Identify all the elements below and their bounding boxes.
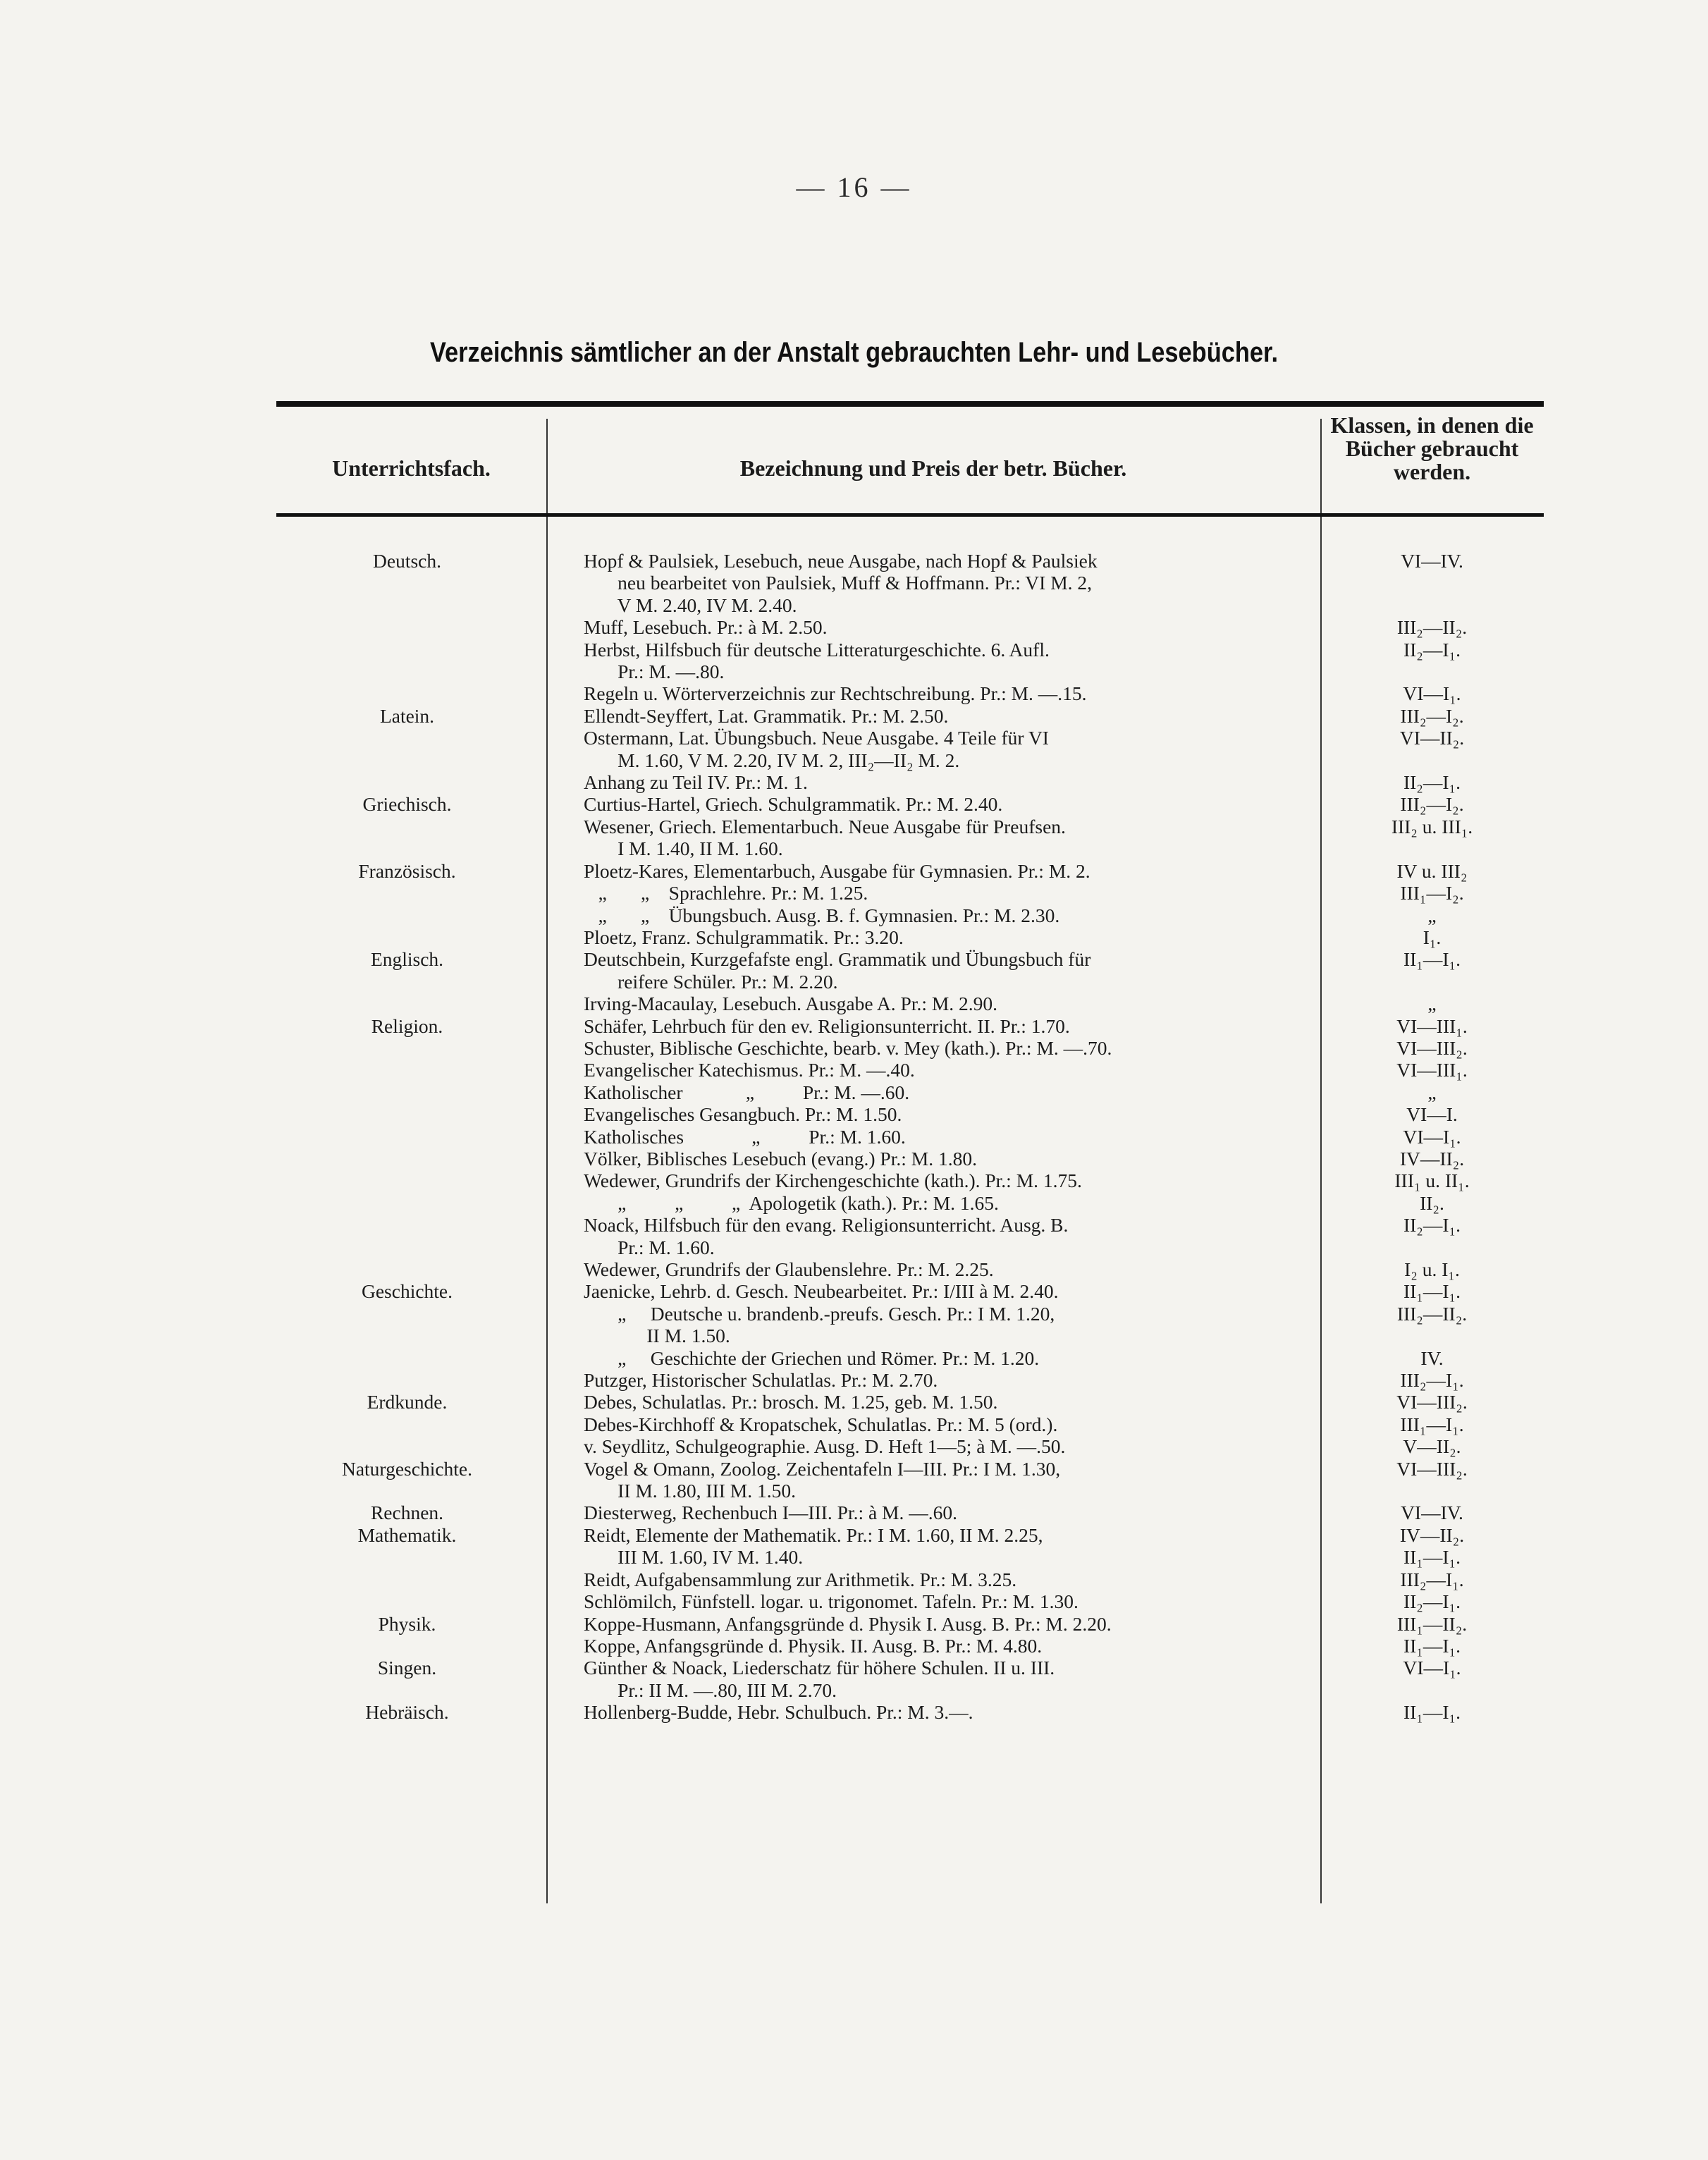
subject-cell <box>276 816 546 837</box>
book-cell: neu bearbeitet von Paulsiek, Muff & Hoffmann. Pr.: VI M. 2, <box>584 572 1093 594</box>
classes-cell: V—II₂. <box>1403 1435 1461 1458</box>
book-cell: Debes-Kirchhoff & Kropatschek, Schulatlas. Pr.: M. 5 (ord.). <box>584 1413 1058 1435</box>
subject-cell <box>276 727 546 749</box>
table-row <box>0 904 1708 926</box>
subject-cell <box>276 1081 546 1103</box>
classes-cell: IV—II₂. <box>1399 1147 1465 1170</box>
book-cell: Hollenberg-Budde, Hebr. Schulbuch. Pr.: M. 3.—. <box>584 1701 973 1724</box>
classes-cell: VI—III₁. <box>1396 1059 1468 1081</box>
classes-cell: III₁—II₂. <box>1396 1612 1468 1635</box>
book-cell: Schlömilch, Fünfstell. logar. u. trigonomet. Tafeln. Pr.: M. 1.30. <box>584 1590 1079 1613</box>
subject-cell <box>276 1435 546 1457</box>
table-row <box>0 1214 1708 1236</box>
subject-cell: Religion. <box>371 1014 443 1037</box>
table-row <box>0 572 1708 594</box>
classes-cell: III₂—I₂. <box>1400 793 1464 816</box>
book-cell: Wedewer, Grundrifs der Kirchengeschichte (kath.). Pr.: M. 1.75. <box>584 1170 1082 1192</box>
book-cell: Deutschbein, Kurzgefafste engl. Grammatik und Übungsbuch für <box>584 948 1091 971</box>
book-cell: Pr.: M. —.80. <box>584 661 725 683</box>
classes-cell: II₁—I₁. <box>1403 1280 1461 1303</box>
page-title: Verzeichnis sämtlicher an der Anstalt gebrauchten Lehr- und Lesebücher. <box>429 337 1279 368</box>
classes-cell <box>1320 594 1544 616</box>
book-cell: reifere Schüler. Pr.: M. 2.20. <box>584 970 838 993</box>
book-cell: Koppe, Anfangsgründe d. Physik. II. Ausg. B. Pr.: M. 4.80. <box>584 1634 1043 1657</box>
subject-cell <box>276 639 546 661</box>
table-row <box>0 993 1708 1014</box>
book-cell: II M. 1.80, III M. 1.50. <box>584 1480 796 1502</box>
classes-cell: II₂. <box>1420 1191 1444 1214</box>
page-number: — 16 — <box>796 171 912 203</box>
subject-cell <box>276 1590 546 1612</box>
book-cell: V M. 2.40, IV M. 2.40. <box>584 594 797 616</box>
table-row <box>0 971 1708 993</box>
classes-cell: III₂—I₁. <box>1400 1568 1464 1590</box>
subject-cell <box>276 1192 546 1214</box>
header-classes: Klassen, in denen die Bücher gebraucht werden. <box>1330 412 1534 484</box>
subject-cell <box>276 1569 546 1590</box>
classes-cell <box>1320 1679 1544 1701</box>
table-row <box>0 1258 1708 1280</box>
table-row <box>0 1590 1708 1612</box>
subject-cell: Rechnen. <box>370 1502 444 1524</box>
classes-cell: II₁—I₁. <box>1403 1701 1461 1724</box>
book-cell: „ Deutsche u. brandenb.-preufs. Gesch. Pr.: I M. 1.20, <box>584 1302 1055 1325</box>
classes-cell <box>1320 1325 1544 1346</box>
book-cell: Jaenicke, Lehrb. d. Gesch. Neubearbeitet. Pr.: I/III à M. 2.40. <box>584 1280 1059 1303</box>
book-cell: Irving-Macaulay, Lesebuch. Ausgabe A. Pr.: M. 2.90. <box>584 993 998 1015</box>
table-row <box>0 1103 1708 1125</box>
table-row <box>0 1126 1708 1148</box>
subject-cell <box>276 1546 546 1568</box>
table-row <box>0 948 1708 970</box>
book-cell: Regeln u. Wörterverzeichnis zur Rechtschreibung. Pr.: M. —.15. <box>584 682 1087 705</box>
book-cell: Pr.: M. 1.60. <box>584 1236 715 1258</box>
top-rule <box>276 401 1544 407</box>
book-cell: Schuster, Biblische Geschichte, bearb. v. Mey (kath.). Pr.: M. —.70. <box>584 1036 1112 1059</box>
subject-cell <box>276 1347 546 1369</box>
classes-cell: I₂ u. I₁. <box>1404 1258 1460 1280</box>
book-cell: Koppe-Husmann, Anfangsgründe d. Physik I. Ausg. B. Pr.: M. 2.20. <box>584 1612 1112 1635</box>
table-row <box>0 1391 1708 1413</box>
classes-cell: VI—I₁. <box>1403 1657 1461 1679</box>
table-row <box>0 550 1708 572</box>
book-cell: Ploetz-Kares, Elementarbuch, Ausgabe für Gymnasien. Pr.: M. 2. <box>584 859 1090 882</box>
table-row <box>0 594 1708 616</box>
table-row <box>0 749 1708 771</box>
book-cell: Noack, Hilfsbuch für den evang. Religionsunterricht. Ausg. B. <box>584 1214 1069 1237</box>
table-row <box>0 639 1708 661</box>
book-cell: II M. 1.50. <box>584 1325 730 1347</box>
classes-cell: IV. <box>1420 1346 1444 1369</box>
table-row <box>0 860 1708 882</box>
classes-cell: VI—III₂. <box>1396 1457 1468 1480</box>
classes-cell: III₂—II₂. <box>1396 616 1468 639</box>
classes-cell: II₁—I₁. <box>1403 948 1461 971</box>
book-cell: „ Geschichte der Griechen und Römer. Pr.: M. 1.20. <box>584 1346 1040 1369</box>
table-row <box>0 771 1708 793</box>
classes-cell: IV—II₂. <box>1399 1523 1465 1546</box>
table-row <box>0 1480 1708 1502</box>
table-row <box>0 1170 1708 1191</box>
classes-cell <box>1320 1480 1544 1502</box>
table-row <box>0 1569 1708 1590</box>
table-row <box>0 793 1708 815</box>
table-row <box>0 1325 1708 1346</box>
table-row <box>0 705 1708 727</box>
classes-cell: VI—II₂. <box>1399 727 1465 749</box>
subject-cell: Latein. <box>379 704 435 727</box>
subject-cell <box>276 1413 546 1435</box>
table-row <box>0 1237 1708 1258</box>
table-row <box>0 1148 1708 1170</box>
book-cell: Evangelisches Gesangbuch. Pr.: M. 1.50. <box>584 1103 902 1126</box>
book-cell: Anhang zu Teil IV. Pr.: M. 1. <box>584 771 808 794</box>
table-row <box>0 1524 1708 1546</box>
classes-cell: VI—III₁. <box>1396 1014 1468 1037</box>
book-cell: Diesterweg, Rechenbuch I—III. Pr.: à M. —.60. <box>584 1502 958 1524</box>
subject-cell <box>276 1480 546 1502</box>
classes-cell: II₂—I₁. <box>1403 771 1461 794</box>
book-cell: „ „ „ Apologetik (kath.). Pr.: M. 1.65. <box>584 1191 999 1214</box>
book-cell: Curtius-Hartel, Griech. Schulgrammatik. Pr.: M. 2.40. <box>584 793 1003 816</box>
classes-cell: VI—III₂. <box>1396 1036 1468 1059</box>
classes-cell: II₁—I₁. <box>1403 1546 1461 1569</box>
book-cell: Muff, Lesebuch. Pr.: à M. 2.50. <box>584 616 828 639</box>
subject-cell <box>276 749 546 771</box>
table-row <box>0 661 1708 682</box>
subject-cell <box>276 837 546 859</box>
table-row <box>0 837 1708 859</box>
table-row <box>0 1081 1708 1103</box>
subject-cell <box>276 1214 546 1236</box>
classes-cell: III₂—I₁. <box>1400 1369 1464 1392</box>
subject-cell <box>276 572 546 594</box>
book-cell: III M. 1.60, IV M. 1.40. <box>584 1546 804 1569</box>
book-cell: Reidt, Elemente der Mathematik. Pr.: I M. 1.60, II M. 2.25, <box>584 1523 1043 1546</box>
subject-cell <box>276 771 546 793</box>
classes-cell: III₂—I₂. <box>1400 704 1464 727</box>
classes-cell <box>1320 749 1544 771</box>
book-cell: M. 1.60, V M. 2.20, IV M. 2, III₂—II₂ M. 2. <box>584 749 960 771</box>
table-row <box>0 1635 1708 1657</box>
table-row <box>0 1546 1708 1568</box>
classes-cell: II₂—I₁. <box>1403 638 1461 661</box>
book-cell: Ploetz, Franz. Schulgrammatik. Pr.: 3.20. <box>584 926 904 948</box>
classes-cell: III₁—I₁. <box>1400 1413 1464 1435</box>
subject-cell <box>276 661 546 682</box>
header-books: Bezeichnung und Preis der betr. Bücher. <box>739 455 1127 481</box>
classes-cell <box>1320 971 1544 993</box>
classes-cell: VI—I₁. <box>1403 682 1461 705</box>
book-cell: Ostermann, Lat. Übungsbuch. Neue Ausgabe. 4 Teile für VI <box>584 727 1049 749</box>
classes-cell: III₁ u. II₁. <box>1394 1170 1470 1192</box>
book-cell: Völker, Biblisches Lesebuch (evang.) Pr.: M. 1.80. <box>584 1147 977 1170</box>
subject-cell <box>276 1635 546 1657</box>
subject-cell <box>276 1037 546 1059</box>
subject-cell: Englisch. <box>370 948 444 971</box>
subject-cell <box>276 594 546 616</box>
classes-cell: „ <box>1427 1081 1437 1103</box>
classes-cell <box>1320 572 1544 594</box>
table-row <box>0 1502 1708 1523</box>
book-cell: Herbst, Hilfsbuch für deutsche Litteraturgeschichte. 6. Aufl. <box>584 638 1050 661</box>
book-cell: „ „ Übungsbuch. Ausg. B. f. Gymnasien. Pr.: M. 2.30. <box>584 904 1060 926</box>
table-row <box>0 1037 1708 1059</box>
book-cell: Hopf & Paulsiek, Lesebuch, neue Ausgabe, nach Hopf & Paulsiek <box>584 550 1098 572</box>
table-row <box>0 1657 1708 1679</box>
book-cell: Vogel & Omann, Zoolog. Zeichentafeln I—III. Pr.: I M. 1.30, <box>584 1457 1061 1480</box>
table-row <box>0 1059 1708 1081</box>
book-cell: Ellendt-Seyffert, Lat. Grammatik. Pr.: M. 2.50. <box>584 704 949 727</box>
subject-cell <box>276 616 546 638</box>
subject-cell <box>276 1237 546 1258</box>
book-table <box>0 550 1708 1724</box>
classes-cell: VI—III₂. <box>1396 1391 1468 1413</box>
subject-cell <box>276 926 546 948</box>
book-cell: v. Seydlitz, Schulgeographie. Ausg. D. Heft 1—5; à M. —.50. <box>584 1435 1066 1458</box>
subject-cell <box>276 1258 546 1280</box>
classes-cell: III₂ u. III₁. <box>1391 815 1473 837</box>
table-row <box>0 1280 1708 1302</box>
subject-cell: Erdkunde. <box>367 1391 448 1413</box>
classes-cell: VI—IV. <box>1401 1502 1463 1524</box>
table-row <box>0 882 1708 904</box>
subject-cell: Mathematik. <box>357 1523 457 1546</box>
subject-cell <box>276 1170 546 1191</box>
book-cell: Katholischer „ Pr.: M. —.60. <box>584 1081 910 1103</box>
subject-cell: Deutsch. <box>373 550 441 572</box>
header-rule <box>276 513 1544 517</box>
subject-cell <box>276 1303 546 1325</box>
subject-cell <box>276 1059 546 1081</box>
classes-cell <box>1320 661 1544 682</box>
book-cell: I M. 1.40, II M. 1.60. <box>584 837 783 860</box>
subject-cell <box>276 1103 546 1125</box>
table-row <box>0 1679 1708 1701</box>
subject-cell <box>276 971 546 993</box>
classes-cell: VI—I₁. <box>1403 1125 1461 1148</box>
table-row <box>0 1413 1708 1435</box>
classes-cell: „ <box>1427 993 1437 1015</box>
subject-cell: Griechisch. <box>362 793 452 816</box>
classes-cell <box>1320 837 1544 859</box>
table-row <box>0 1701 1708 1723</box>
subject-cell <box>276 1126 546 1148</box>
table-row <box>0 1435 1708 1457</box>
table-row <box>0 816 1708 837</box>
table-row <box>0 1369 1708 1391</box>
book-cell: „ „ Sprachlehre. Pr.: M. 1.25. <box>584 882 868 904</box>
subject-cell: Naturgeschichte. <box>341 1457 473 1480</box>
book-cell: Debes, Schulatlas. Pr.: brosch. M. 1.25, geb. M. 1.50. <box>584 1391 998 1413</box>
classes-cell: II₁—I₁. <box>1403 1634 1461 1657</box>
classes-cell: „ <box>1427 904 1437 926</box>
subject-cell: Physik. <box>378 1612 436 1635</box>
book-cell: Pr.: II M. —.80, III M. 2.70. <box>584 1679 837 1701</box>
subject-cell <box>276 682 546 704</box>
book-cell: Katholisches „ Pr.: M. 1.60. <box>584 1125 906 1148</box>
subject-cell <box>276 1325 546 1346</box>
subject-cell <box>276 993 546 1014</box>
classes-cell <box>1320 1237 1544 1258</box>
subject-cell: Singen. <box>377 1657 437 1679</box>
table-row <box>0 1347 1708 1369</box>
book-cell: Schäfer, Lehrbuch für den ev. Religionsunterricht. II. Pr.: 1.70. <box>584 1014 1070 1037</box>
table-row <box>0 1015 1708 1037</box>
subject-cell: Hebräisch. <box>365 1701 449 1724</box>
table-row <box>0 727 1708 749</box>
table-row <box>0 1613 1708 1635</box>
classes-cell: VI—I. <box>1406 1103 1458 1126</box>
subject-cell <box>276 1679 546 1701</box>
header-subject: Unterrichtsfach. <box>332 455 491 481</box>
book-cell: Reidt, Aufgabensammlung zur Arithmetik. Pr.: M. 3.25. <box>584 1568 1017 1590</box>
subject-cell <box>276 1148 546 1170</box>
classes-cell: II₂—I₁. <box>1403 1590 1461 1613</box>
table-row <box>0 1458 1708 1480</box>
book-cell: Wedewer, Grundrifs der Glaubenslehre. Pr.: M. 2.25. <box>584 1258 994 1280</box>
classes-cell: VI—IV. <box>1401 550 1463 572</box>
classes-cell: III₂—II₂. <box>1396 1302 1468 1325</box>
subject-cell: Französisch. <box>358 859 456 882</box>
subject-cell <box>276 904 546 926</box>
book-cell: Evangelischer Katechismus. Pr.: M. —.40. <box>584 1059 915 1081</box>
table-row <box>0 1303 1708 1325</box>
table-row <box>0 682 1708 704</box>
subject-cell <box>276 882 546 904</box>
table-row <box>0 926 1708 948</box>
table-row <box>0 1192 1708 1214</box>
classes-cell: III₁—I₂. <box>1400 882 1464 904</box>
classes-cell: II₂—I₁. <box>1403 1214 1461 1237</box>
book-cell: Wesener, Griech. Elementarbuch. Neue Ausgabe für Preufsen. <box>584 815 1066 837</box>
book-cell: Günther & Noack, Liederschatz für höhere Schulen. II u. III. <box>584 1657 1055 1679</box>
classes-cell: IV u. III₂ <box>1396 859 1468 882</box>
subject-cell <box>276 1369 546 1391</box>
table-row <box>0 616 1708 638</box>
subject-cell: Geschichte. <box>361 1280 453 1303</box>
book-cell: Putzger, Historischer Schulatlas. Pr.: M. 2.70. <box>584 1369 938 1392</box>
classes-cell: I₁. <box>1423 926 1442 948</box>
